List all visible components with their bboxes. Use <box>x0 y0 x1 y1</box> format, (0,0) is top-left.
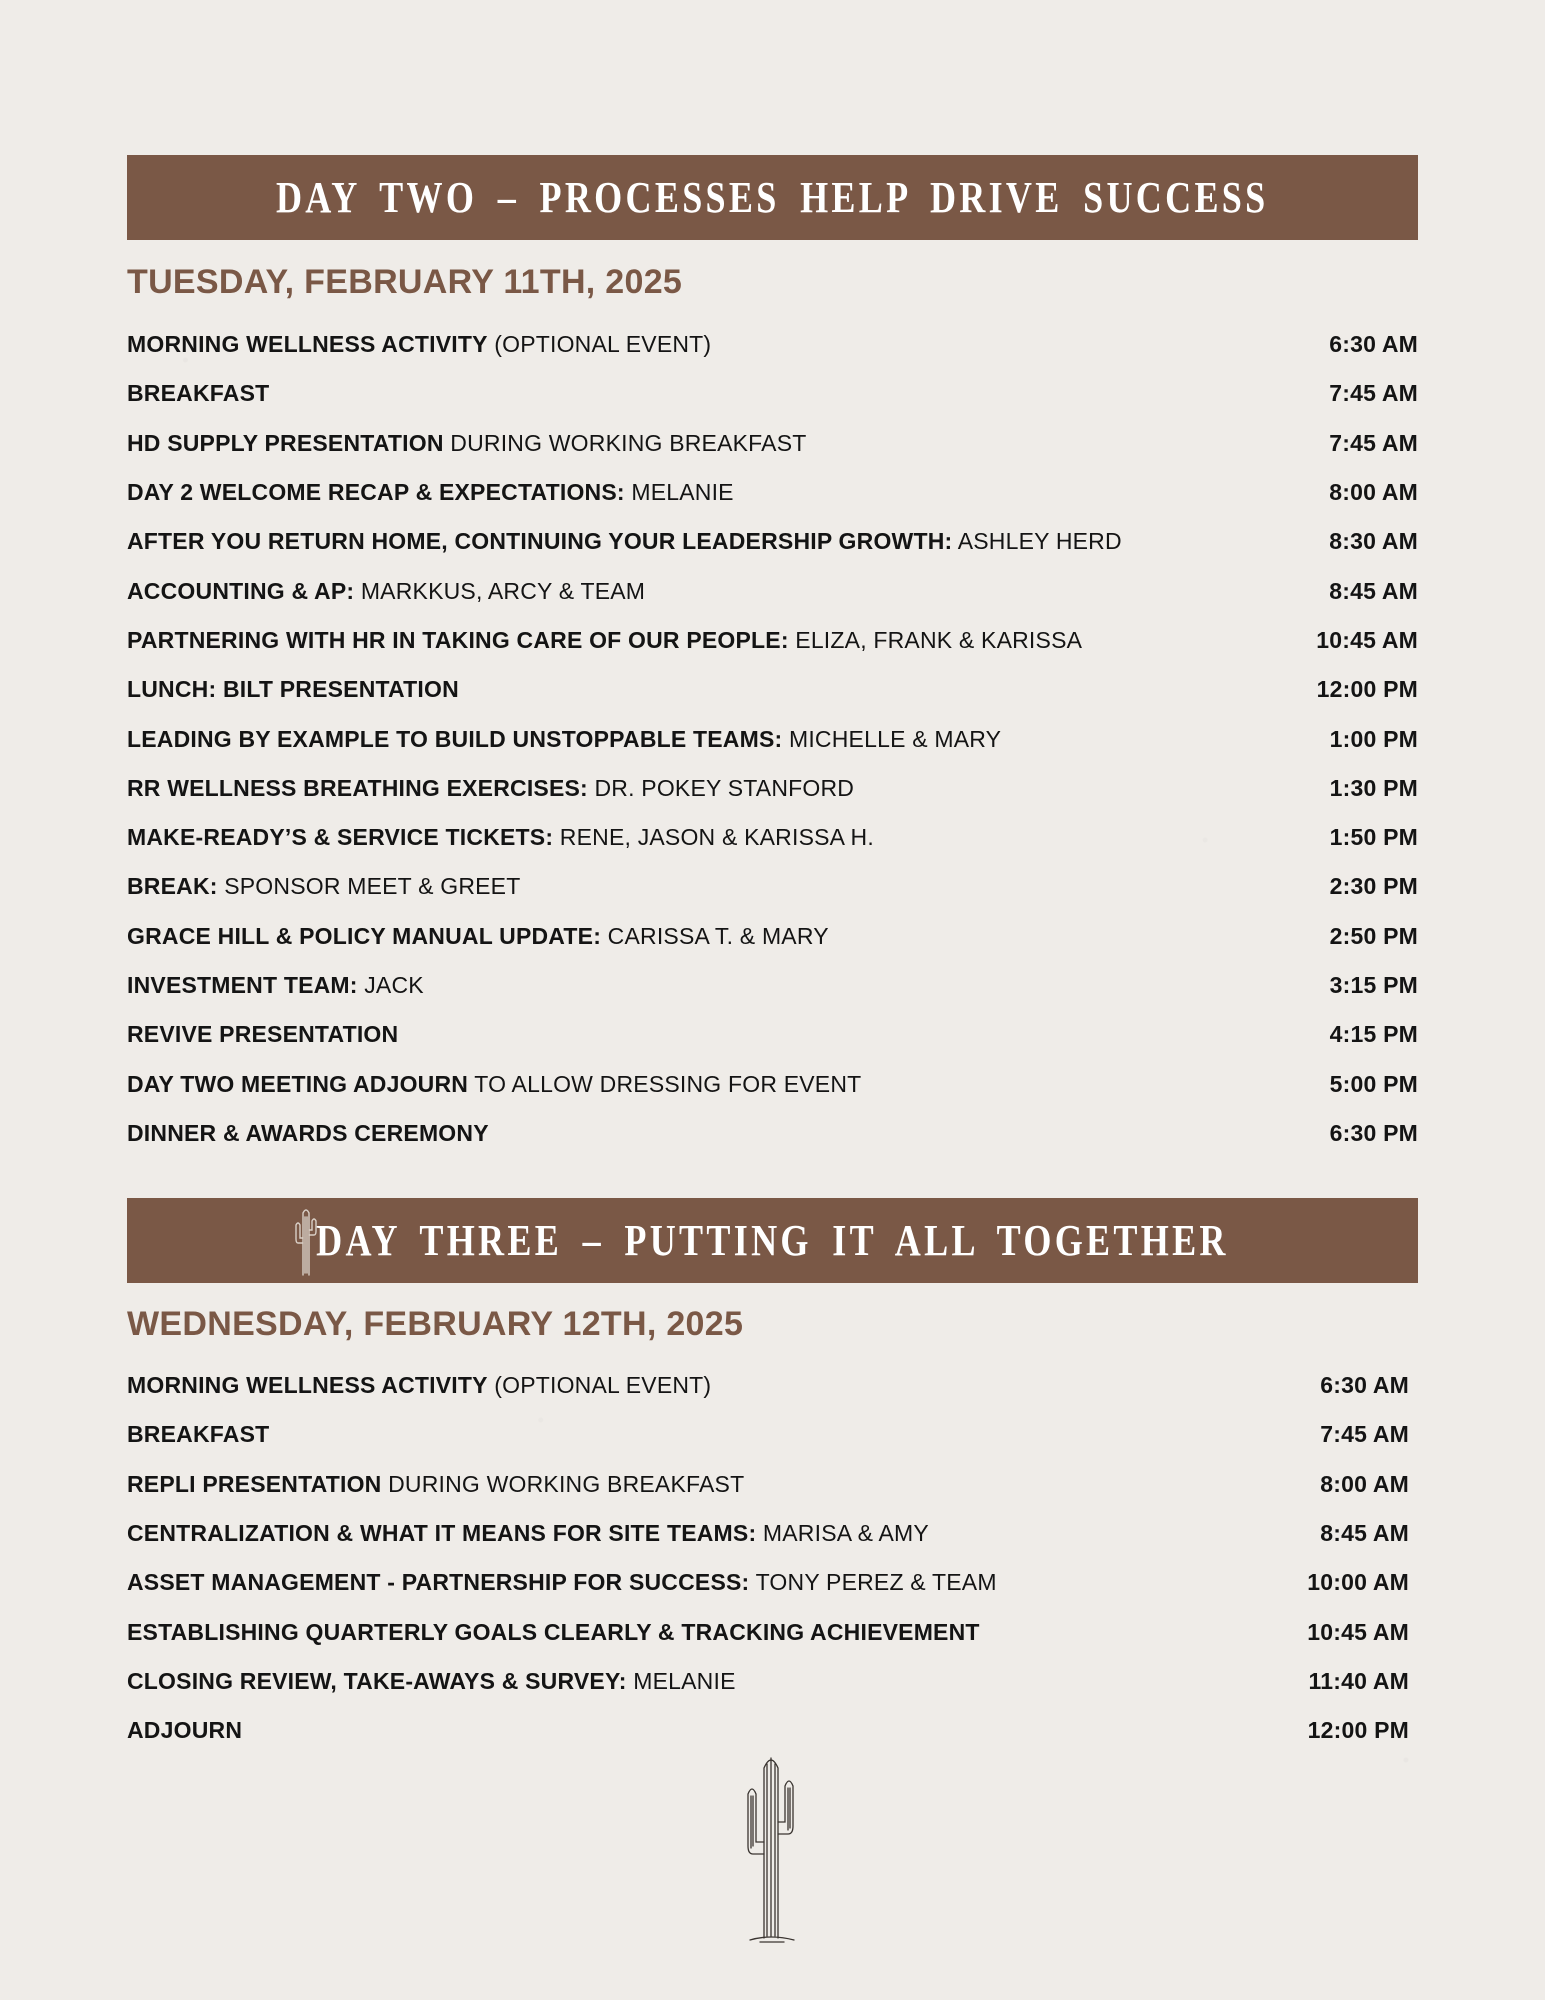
schedule-row <box>127 616 1418 665</box>
schedule-item <box>127 972 424 999</box>
session-title: HD SUPPLY PRESENTATION <box>127 429 444 456</box>
session-time: 7:45 AM <box>1320 1421 1409 1448</box>
session-detail: ELIZA, FRANK & KARISSA <box>788 626 1083 653</box>
day-three-title: DAY THREE – PUTTING IT ALL TOGETHER <box>316 1216 1229 1265</box>
session-title: CENTRALIZATION & WHAT IT MEANS FOR SITE TEAMS: <box>127 1520 757 1547</box>
schedule-row <box>127 1460 1418 1509</box>
session-title: ADJOURN <box>127 1717 243 1744</box>
schedule-item <box>127 1372 711 1399</box>
schedule-item <box>127 726 1001 753</box>
session-title: DAY 2 WELCOME RECAP & EXPECTATIONS: <box>127 479 625 506</box>
schedule-row <box>127 764 1418 813</box>
cactus-icon <box>293 1205 319 1282</box>
schedule-row <box>127 320 1418 369</box>
session-time: 7:45 AM <box>1329 429 1418 456</box>
schedule-row <box>127 862 1418 911</box>
session-time: 10:45 AM <box>1307 1618 1409 1645</box>
session-time: 6:30 PM <box>1329 1119 1418 1146</box>
schedule-row <box>127 1558 1418 1607</box>
session-detail: CARISSA T. & MARY <box>601 922 829 949</box>
schedule-item <box>127 479 734 506</box>
session-time: 2:30 PM <box>1329 873 1418 900</box>
session-title: ACCOUNTING & AP: <box>127 577 355 604</box>
schedule-row <box>127 1657 1418 1706</box>
schedule-item <box>127 775 854 802</box>
session-time: 5:00 PM <box>1329 1070 1418 1097</box>
session-detail: DR. POKEY STANFORD <box>587 774 855 801</box>
day-two-banner <box>127 155 1418 240</box>
session-title: BREAKFAST <box>127 1421 270 1448</box>
day-three-banner <box>127 1198 1418 1283</box>
session-time: 11:40 AM <box>1308 1667 1409 1694</box>
session-time: 1:50 PM <box>1329 824 1418 851</box>
session-time: 10:00 AM <box>1307 1569 1409 1596</box>
session-time: 1:00 PM <box>1329 725 1418 752</box>
schedule-item <box>127 627 1082 654</box>
schedule-item <box>127 578 645 605</box>
schedule-row <box>127 419 1418 468</box>
schedule-row <box>127 961 1418 1010</box>
session-title: CLOSING REVIEW, TAKE-AWAYS & SURVEY: <box>127 1667 627 1694</box>
session-title: BREAKFAST <box>127 380 270 407</box>
schedule-item <box>127 430 807 457</box>
schedule-row <box>127 517 1418 566</box>
schedule-item <box>127 1120 489 1147</box>
schedule-row <box>127 665 1418 714</box>
schedule-item <box>127 1471 744 1498</box>
schedule-row <box>127 1059 1418 1108</box>
schedule-row <box>127 912 1418 961</box>
day-two-date: TUESDAY, FEBRUARY 11TH, 2025 <box>127 263 683 301</box>
session-title: DAY TWO MEETING ADJOURN <box>127 1070 469 1097</box>
session-detail: MARKKUS, ARCY & TEAM <box>354 577 646 604</box>
session-time: 8:30 AM <box>1329 528 1418 555</box>
session-time: 6:30 AM <box>1329 331 1418 358</box>
session-time: 3:15 PM <box>1329 972 1418 998</box>
session-time: 4:15 PM <box>1329 1021 1418 1048</box>
schedule-item <box>127 1569 997 1596</box>
day-three-date: WEDNESDAY, FEBRUARY 12TH, 2025 <box>127 1305 744 1343</box>
cactus-icon <box>740 1750 802 1951</box>
session-time: 12:00 PM <box>1307 1717 1409 1744</box>
session-title: DINNER & AWARDS CEREMONY <box>127 1119 489 1146</box>
session-detail: MICHELLE & MARY <box>782 725 1002 752</box>
session-title: LUNCH: BILT PRESENTATION <box>127 676 459 703</box>
schedule-item <box>127 923 829 950</box>
day-two-schedule <box>127 320 1418 1158</box>
session-title: LEADING BY EXAMPLE TO BUILD UNSTOPPABLE TEAMS: <box>127 725 783 752</box>
session-title: BREAK: <box>127 873 218 900</box>
schedule-item <box>127 528 1122 555</box>
schedule-row <box>127 1607 1418 1656</box>
schedule-row <box>127 566 1418 615</box>
schedule-item <box>127 1717 242 1744</box>
session-time: 1:30 PM <box>1329 774 1418 801</box>
session-time: 12:00 PM <box>1316 676 1418 703</box>
schedule-row <box>127 1010 1418 1059</box>
schedule-item <box>127 873 520 900</box>
session-detail: TO ALLOW DRESSING FOR EVENT <box>468 1070 862 1097</box>
session-title: REPLI PRESENTATION <box>127 1470 382 1497</box>
session-detail: MARISA & AMY <box>756 1520 929 1547</box>
schedule-item <box>127 1021 398 1048</box>
schedule-row <box>127 468 1418 517</box>
session-detail: (OPTIONAL EVENT) <box>487 1372 712 1399</box>
session-title: ASSET MANAGEMENT - PARTNERSHIP FOR SUCCESS: <box>127 1569 750 1596</box>
schedule-row <box>127 1706 1418 1755</box>
session-detail: DURING WORKING BREAKFAST <box>381 1470 745 1497</box>
session-detail: DURING WORKING BREAKFAST <box>443 429 807 456</box>
session-title: PARTNERING WITH HR IN TAKING CARE OF OUR PEOPLE: <box>127 626 789 653</box>
session-detail: RENE, JASON & KARISSA H. <box>553 824 874 851</box>
schedule-row <box>127 369 1418 418</box>
schedule-row <box>127 1109 1418 1158</box>
session-time: 6:30 AM <box>1320 1372 1409 1399</box>
session-title: RR WELLNESS BREATHING EXERCISES: <box>127 774 588 801</box>
session-title: MORNING WELLNESS ACTIVITY <box>127 331 488 358</box>
session-title: REVIVE PRESENTATION <box>127 1021 399 1048</box>
schedule-item <box>127 1520 929 1547</box>
session-detail: MELANIE <box>626 1667 736 1694</box>
session-time: 10:45 AM <box>1316 626 1418 653</box>
schedule-item <box>127 824 874 851</box>
session-time: 8:45 AM <box>1329 577 1418 604</box>
schedule-row <box>127 1509 1418 1558</box>
session-time: 8:45 AM <box>1320 1520 1409 1547</box>
session-title: AFTER YOU RETURN HOME, CONTINUING YOUR LEADERSHIP GROWTH: <box>127 528 953 555</box>
schedule-row <box>127 1410 1418 1459</box>
session-title: GRACE HILL & POLICY MANUAL UPDATE: <box>127 922 602 949</box>
schedule-row <box>127 714 1418 763</box>
day-two-title: DAY TWO – PROCESSES HELP DRIVE SUCCESS <box>276 173 1269 222</box>
session-title: ESTABLISHING QUARTERLY GOALS CLEARLY & TRACKING ACHIEVEMENT <box>127 1618 980 1645</box>
session-time: 7:45 AM <box>1329 380 1418 407</box>
session-title: MAKE-READY’S & SERVICE TICKETS: <box>127 824 554 851</box>
schedule-item <box>127 1619 980 1646</box>
session-detail: MELANIE <box>624 479 734 506</box>
session-detail: SPONSOR MEET & GREET <box>217 873 521 900</box>
schedule-item <box>127 1421 269 1448</box>
session-detail: JACK <box>357 972 424 998</box>
day-three-schedule <box>127 1361 1418 1755</box>
schedule-item <box>127 380 269 407</box>
session-title: MORNING WELLNESS ACTIVITY <box>127 1372 488 1399</box>
session-time: 8:00 AM <box>1329 479 1418 506</box>
session-time: 8:00 AM <box>1320 1470 1409 1497</box>
session-title: INVESTMENT TEAM: <box>127 972 358 998</box>
session-time: 2:50 PM <box>1329 922 1418 949</box>
schedule-item <box>127 1668 736 1695</box>
session-detail: (OPTIONAL EVENT) <box>487 331 712 358</box>
session-detail: TONY PEREZ & TEAM <box>749 1569 997 1596</box>
session-detail: ASHLEY HERD <box>952 528 1122 555</box>
schedule-row <box>127 813 1418 862</box>
schedule-item <box>127 1071 861 1098</box>
schedule-item <box>127 676 459 703</box>
schedule-row <box>127 1361 1418 1410</box>
schedule-item <box>127 331 711 358</box>
